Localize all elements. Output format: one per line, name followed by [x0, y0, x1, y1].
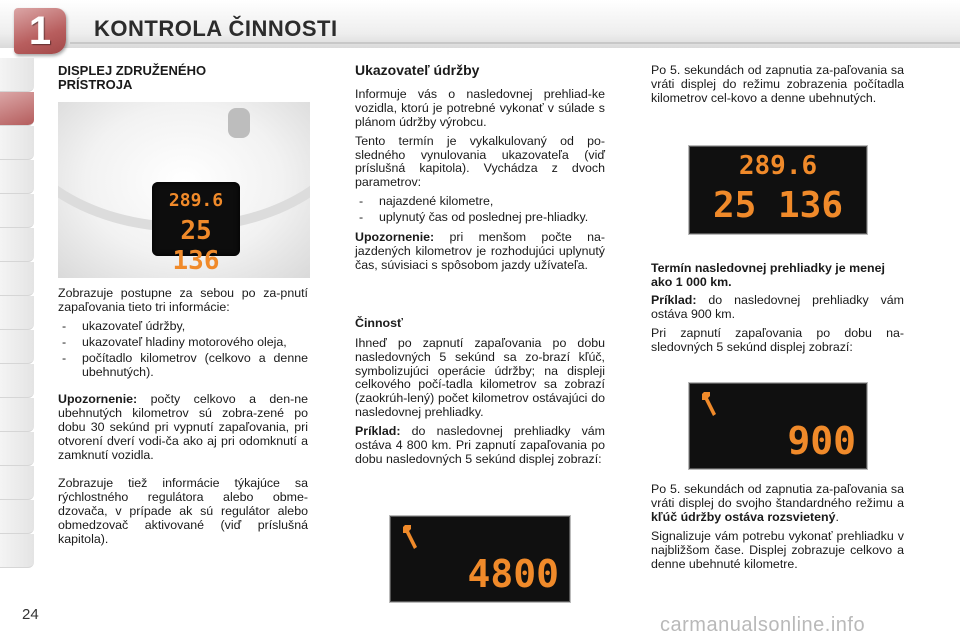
operation-example	[355, 425, 605, 467]
side-tab[interactable]	[0, 194, 34, 228]
cluster-trip-value: 289.6	[168, 190, 224, 211]
left-extra-info: Zobrazuje tiež informácie týkajúce sa rýchlostného regulátora alebo obme-dzovača, v prípade ak sú regulátor alebo obmedzovač aktivované (viď príslušná kapitola).	[58, 475, 308, 546]
side-tab[interactable]	[0, 534, 34, 568]
side-tab[interactable]	[0, 296, 34, 330]
maintenance-warning	[355, 231, 605, 273]
chapter-badge	[14, 8, 66, 54]
right-example-2: Pri zapnutí zapaľovania po dobu na-sledovných 5 sekúnd displej zobrazí:	[651, 325, 904, 354]
side-tab[interactable]	[0, 500, 34, 534]
wrench-icon	[401, 523, 423, 553]
trip-value: 289.6	[738, 151, 818, 181]
list-item: - ukazovateľ hladiny motorového oleja,	[58, 336, 308, 350]
warning-label: Upozornenie:	[355, 230, 435, 245]
after-bold: kľúč údržby ostáva rozsvietený	[651, 509, 836, 524]
left-intro: Zobrazuje postupne za sebou po za-pnutí zapaľovania tieto tri informácie:	[58, 286, 308, 314]
right-example	[651, 294, 904, 322]
middle-column-text	[355, 64, 605, 472]
display-odometer	[689, 146, 867, 234]
instrument-cluster-photo	[58, 102, 310, 278]
watermark: carmanualsonline.info	[660, 614, 866, 636]
after-end: .	[835, 509, 839, 524]
maintenance-p1: Informuje vás o nasledovnej prehliad-ke vozidla, ktorú je potrebné vykonať v súlade s plánom údržby výrobcu.	[355, 86, 605, 129]
left-info-list	[58, 320, 308, 380]
wrench-icon	[700, 390, 722, 420]
side-tab[interactable]	[0, 126, 34, 160]
display-km-value: 4800	[467, 552, 559, 596]
after-text: Po 5. sekundách od zapnutia za-paľovania sa vráti displej do svojho štandardného režimu a	[651, 482, 904, 510]
warning-text: počty celkovo a den-ne ubehnutých kilometrov sú zobra-zené po dobu 30 sekúnd pri vypnutí zapaľovania, pri otvorení dverí vodi-ča ako aj pri odomknutí a zamknutí vozidla.	[58, 392, 308, 463]
right-intro-block	[651, 64, 904, 111]
side-tab-active[interactable]	[0, 92, 34, 126]
operation-heading: Činnosť	[355, 315, 403, 330]
section-heading-display: DISPLEJ ZDRUŽENÉHO PRÍSTROJA	[58, 63, 207, 92]
example-text: do nasledovnej prehliadky vám ostáva 4 800 km. Pri zapnutí zapaľovania po dobu nasledovných 5 sekúnd displej zobrazí:	[355, 424, 605, 466]
odometer-value: 25 136	[712, 185, 844, 226]
side-tab[interactable]	[0, 398, 34, 432]
warning-label: Upozornenie:	[58, 392, 138, 407]
side-tab[interactable]	[0, 432, 34, 466]
display-900	[689, 383, 867, 469]
left-warning	[58, 393, 308, 463]
side-tab[interactable]	[0, 160, 34, 194]
parameter-list	[355, 195, 605, 225]
next-service-heading: Termín nasledovnej prehliadky je menej ako 1 000 km.	[651, 261, 885, 289]
right-intro: Po 5. sekundách od zapnutia za-paľovania sa vráti displej do režimu zobrazenia počítadla kilometrov cel-kovo a denne ubehnutých.	[651, 63, 904, 105]
cluster-display	[152, 182, 240, 276]
side-tab[interactable]	[0, 364, 34, 398]
header-divider	[70, 42, 960, 44]
after-paragraph	[651, 483, 904, 525]
list-item: - najazdené kilometre,	[355, 195, 605, 209]
section-heading-maintenance: Ukazovateľ údržby	[355, 62, 480, 78]
example-label: Príklad:	[651, 292, 697, 307]
side-tab[interactable]	[0, 262, 34, 296]
operation-text: Ihneď po zapnutí zapaľovania po dobu nasledovných 5 sekúnd sa zo-brazí kľúč, symbolizujúci operácie údržby; na displeji celkového počí-tadla kilometrov sa zobrazí (zaokrúh-lený) počet kilometrov ostávajúci do nasledovnej prehliadky.	[355, 335, 605, 420]
example-text: do nasledovnej prehliadky vám ostáva 900 km.	[651, 292, 904, 321]
right-after-text	[651, 483, 904, 576]
page-title: KONTROLA ČINNOSTI	[94, 16, 338, 41]
display-km-value: 900	[787, 419, 856, 463]
list-item: - ukazovateľ údržby,	[58, 320, 308, 334]
list-item: - počítadlo kilometrov (celkovo a denne ubehnutých).	[58, 352, 308, 380]
display-4800	[390, 516, 570, 602]
list-item: - uplynutý čas od poslednej pre-hliadky.	[355, 211, 605, 225]
right-column-text	[651, 262, 904, 359]
example-label: Príklad:	[355, 424, 401, 439]
chapter-side-tabs	[0, 58, 34, 588]
chapter-number: 1	[28, 9, 52, 53]
left-heading-block	[58, 64, 248, 92]
cluster-button	[228, 108, 250, 138]
maintenance-p2: Tento termín je vykalkulovaný od po-sledného vynulovania ukazovateľa (viď príslušná kapitola). Vychádza z dvoch parametrov:	[355, 133, 605, 190]
page-number: 24	[22, 606, 39, 623]
side-tab[interactable]	[0, 466, 34, 500]
signal-paragraph: Signalizuje vám potrebu vykonať prehliadku v najbližšom čase. Displej zobrazuje celkovo a denne ubehnuté kilometre.	[651, 528, 904, 571]
warning-text: pri menšom počte na-jazdených kilometrov je rozhodujúci uplynutý čas, súvisiaci s spôsobom jazdy užívateľa.	[355, 230, 605, 272]
side-tab[interactable]	[0, 58, 34, 92]
cluster-odometer-value: 25 136	[172, 216, 220, 276]
left-column-text	[58, 287, 308, 552]
side-tab[interactable]	[0, 228, 34, 262]
side-tab[interactable]	[0, 330, 34, 364]
